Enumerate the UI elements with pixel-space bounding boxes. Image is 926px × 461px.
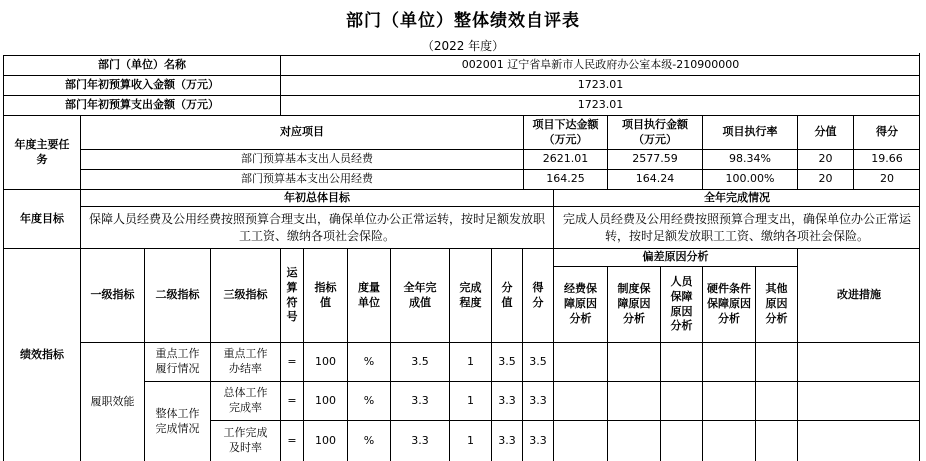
perf-header-operator: 运算符号 [280,248,303,342]
perf-target-value: 100 [303,342,347,381]
task-row-item: 部门预算基本支出公用经费 [80,169,523,189]
perf-personnel-cell [660,420,702,461]
goals-initial-text: 保障人员经费及公用经费按照预算合理支出，确保单位办公正常运转，按时足额发放职工工资、缴纳各项社会保险。 [80,206,553,248]
perf-level3-value: 总体工作完成率 [210,381,280,420]
task-row-planned: 2621.01 [523,149,607,169]
perf-improvement-cell [797,342,920,381]
task-row-rate: 98.34% [702,149,797,169]
perf-header-target: 指标值 [303,248,347,342]
page-title: 部门（单位）整体绩效自评表 [346,11,580,31]
task-row-planned: 164.25 [523,169,607,189]
perf-other-cell [755,420,797,461]
tasks-header-item: 对应项目 [80,115,523,149]
perf-score-value-value: 3.3 [491,381,522,420]
task-row-executed: 164.24 [607,169,702,189]
task-row-score: 19.66 [853,149,920,169]
perf-level2-value: 整体工作完成情况 [144,381,210,461]
perf-header-deviation-group: 偏差原因分析 [553,248,797,266]
goals-initial-header: 年初总体目标 [80,189,553,206]
expense-label: 部门年初预算支出金额（万元） [3,95,280,115]
perf-hardware-cell [702,381,755,420]
perf-header-score-value: 分值 [491,248,522,342]
perf-improvement-cell [797,420,920,461]
perf-header-level2: 二级指标 [144,248,210,342]
perf-header-improvement: 改进措施 [797,248,920,342]
perf-level2-value: 重点工作履行情况 [144,342,210,381]
perf-economic-cell [553,342,607,381]
perf-hardware-cell [702,420,755,461]
task-row-rate: 100.00% [702,169,797,189]
perf-level3-value: 工作完成及时率 [210,420,280,461]
perf-system-cell [607,342,660,381]
perf-header-actual: 全年完成值 [390,248,449,342]
perf-unit-value: % [347,342,390,381]
tasks-header-executed: 项目执行金额（万元） [607,115,702,149]
perf-economic-cell [553,420,607,461]
income-label: 部门年初预算收入金额（万元） [3,75,280,95]
report-year: （2022 年度） [421,39,505,53]
perf-unit-value: % [347,420,390,461]
table-right-border [919,53,920,461]
dept-name-value: 002001 辽宁省阜新市人民政府办公室本级-210900000 [280,55,920,75]
tasks-header-score: 得分 [853,115,920,149]
perf-operator-value: = [280,342,303,381]
tasks-header-rate: 项目执行率 [702,115,797,149]
perf-header-degree: 完成程度 [449,248,491,342]
perf-target-value: 100 [303,420,347,461]
income-value: 1723.01 [280,75,920,95]
task-row-score-value: 20 [797,149,853,169]
perf-header-personnel: 人员保障原因分析 [660,266,702,342]
perf-header-hardware: 硬件条件保障原因分析 [702,266,755,342]
perf-level1-value: 履职效能 [80,342,144,461]
perf-header-score: 得分 [522,248,553,342]
perf-header-unit: 度量单位 [347,248,390,342]
perf-improvement-cell [797,381,920,420]
perf-header-economic: 经费保障原因分析 [553,266,607,342]
perf-score-value-value: 3.3 [491,420,522,461]
perf-score-value: 3.5 [522,342,553,381]
perf-score-value: 3.3 [522,420,553,461]
perf-target-value: 100 [303,381,347,420]
perf-header-level1: 一级指标 [80,248,144,342]
goals-section-label: 年度目标 [3,189,80,248]
expense-value: 1723.01 [280,95,920,115]
perf-header-system: 制度保障原因分析 [607,266,660,342]
task-row-item: 部门预算基本支出人员经费 [80,149,523,169]
perf-level3-value: 重点工作办结率 [210,342,280,381]
perf-operator-value: = [280,420,303,461]
perf-unit-value: % [347,381,390,420]
perf-economic-cell [553,381,607,420]
dept-name-label: 部门（单位）名称 [3,55,280,75]
task-row-score: 20 [853,169,920,189]
performance-section-label: 绩效指标 [3,248,80,461]
task-row-score-value: 20 [797,169,853,189]
perf-degree-value: 1 [449,381,491,420]
perf-degree-value: 1 [449,342,491,381]
perf-actual-value: 3.3 [390,420,449,461]
perf-header-level3: 三级指标 [210,248,280,342]
perf-system-cell [607,420,660,461]
perf-actual-value: 3.3 [390,381,449,420]
perf-operator-value: = [280,381,303,420]
perf-personnel-cell [660,342,702,381]
tasks-header-planned: 项目下达金额（万元） [523,115,607,149]
perf-system-cell [607,381,660,420]
goals-completion-text: 完成人员经费及公用经费按照预算合理支出，确保单位办公正常运转，按时足额发放职工工资、缴纳各项社会保险。 [553,206,920,248]
perf-degree-value: 1 [449,420,491,461]
perf-other-cell [755,381,797,420]
perf-header-other: 其他原因分析 [755,266,797,342]
perf-personnel-cell [660,381,702,420]
perf-actual-value: 3.5 [390,342,449,381]
perf-score-value-value: 3.5 [491,342,522,381]
perf-other-cell [755,342,797,381]
perf-hardware-cell [702,342,755,381]
tasks-section-label: 年度主要任务 [3,115,80,189]
tasks-header-score-value: 分值 [797,115,853,149]
perf-score-value: 3.3 [522,381,553,420]
goals-completion-header: 全年完成情况 [553,189,920,206]
task-row-executed: 2577.59 [607,149,702,169]
